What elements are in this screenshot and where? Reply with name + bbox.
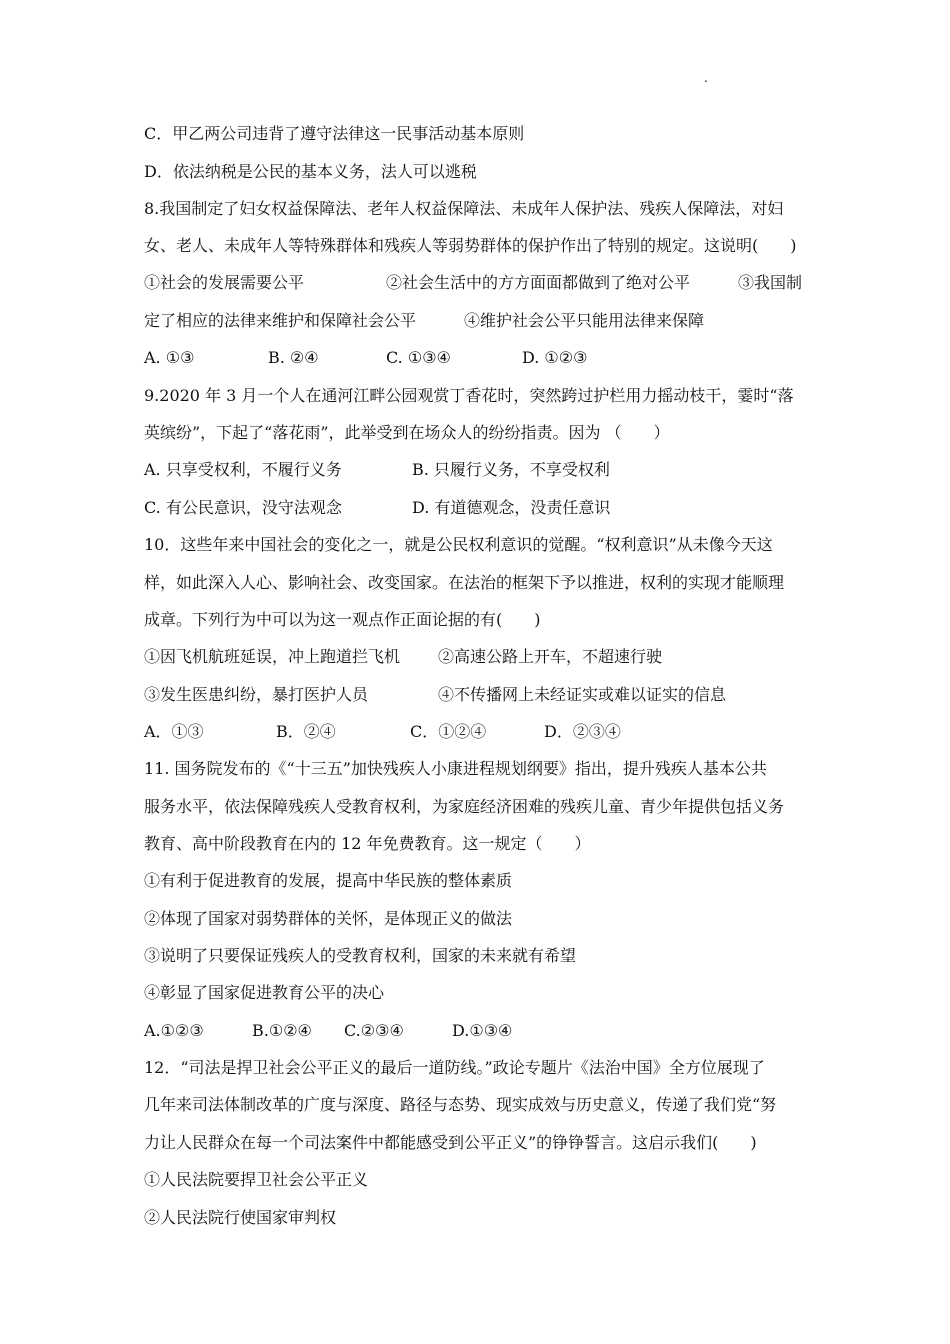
q10-option-b: B．②④ xyxy=(276,722,336,741)
q10-item-1: ①因飞机航班延误，冲上跑道拦飞机 xyxy=(144,647,401,666)
q9-option-c: C. 有公民意识，没守法观念 xyxy=(144,498,342,517)
q11-item-1: ①有利于促进教育的发展，提高中华民族的整体素质 xyxy=(144,871,513,890)
q12-stem-line-1: 12．“司法是捍卫社会公平正义的最后一道防线。”政论专题片《法治中国》全方位展现了 xyxy=(144,1058,765,1077)
q8-stem-line-2: 女、老人、未成年人等特殊群体和残疾人等弱势群体的保护作出了特别的规定。这说明( ) xyxy=(144,236,797,255)
q10-stem-line-1: 10．这些年来中国社会的变化之一，就是公民权利意识的觉醒。“权利意识”从未像今天这 xyxy=(144,535,773,554)
q9-stem-line-1: 9.2020 年 3 月一个人在通河江畔公园观赏丁香花时，突然跨过护栏用力摇动枝干，霎时“落 xyxy=(144,386,794,405)
q9-option-b: B. 只履行义务，不享受权利 xyxy=(412,460,610,479)
q8-item-3-part-1: ③我国制 xyxy=(738,273,803,292)
q11-option-c: C.②③④ xyxy=(344,1021,404,1040)
q8-option-c: C. ①③④ xyxy=(386,348,451,367)
q11-item-3: ③说明了只要保证残疾人的受教育权利，国家的未来就有希望 xyxy=(144,946,577,965)
q10-item-4: ④不传播网上未经证实或难以证实的信息 xyxy=(438,685,727,704)
q12-stem-line-2: 几年来司法体制改革的广度与深度、路径与态势、现实成效与历史意义，传递了我们党“努 xyxy=(144,1095,777,1114)
q11-option-d: D.①③④ xyxy=(452,1021,513,1040)
q11-item-4: ④彰显了国家促进教育公平的决心 xyxy=(144,983,385,1002)
q7-option-c: C．甲乙两公司违背了遵守法律这一民事活动基本原则 xyxy=(144,124,525,143)
q11-stem-line-1: 11. 国务院发布的《“十三五”加快残疾人小康进程规划纲要》指出，提升残疾人基本公共 xyxy=(144,759,767,778)
q10-item-3: ③发生医患纠纷，暴打医护人员 xyxy=(144,685,369,704)
q8-stem-line-1: 8.我国制定了妇女权益保障法、老年人权益保障法、未成年人保护法、残疾人保障法，对妇 xyxy=(144,199,784,218)
q9-stem-line-2: 英缤纷”，下起了“落花雨”，此举受到在场众人的纷纷指责。因为 （ ） xyxy=(144,423,670,442)
q11-option-a: A.①②③ xyxy=(144,1021,204,1040)
header-mark: . xyxy=(704,71,708,85)
q10-option-c: C．①②④ xyxy=(410,722,487,741)
q10-item-2: ②高速公路上开车，不超速行驶 xyxy=(438,647,663,666)
q8-item-2: ②社会生活中的方方面面都做到了绝对公平 xyxy=(386,273,691,292)
q8-option-a: A. ①③ xyxy=(144,348,195,367)
q8-item-3-part-2: 定了相应的法律来维护和保障社会公平 xyxy=(144,311,417,330)
q8-item-1: ①社会的发展需要公平 xyxy=(144,273,305,292)
q8-option-b: B. ②④ xyxy=(268,348,319,367)
q11-option-b: B.①②④ xyxy=(252,1021,312,1040)
q9-option-a: A. 只享受权利，不履行义务 xyxy=(144,460,342,479)
q11-item-2: ②体现了国家对弱势群体的关怀，是体现正义的做法 xyxy=(144,909,513,928)
q8-item-4: ④维护社会公平只能用法律来保障 xyxy=(464,311,705,330)
q11-stem-line-3: 教育、高中阶段教育在内的 12 年免费教育。这一规定（ ） xyxy=(144,834,591,853)
q9-option-d: D. 有道德观念，没责任意识 xyxy=(412,498,611,517)
q8-option-d: D. ①②③ xyxy=(522,348,588,367)
q10-option-a: A．①③ xyxy=(144,722,204,741)
q12-item-1: ①人民法院要捍卫社会公平正义 xyxy=(144,1170,369,1189)
q10-stem-line-3: 成章。下列行为中可以为这一观点作正面论据的有( ) xyxy=(144,610,541,629)
q11-stem-line-2: 服务水平，依法保障残疾人受教育权利，为家庭经济困难的残疾儿童、青少年提供包括义务 xyxy=(144,797,785,816)
q7-option-d: D．依法纳税是公民的基本义务，法人可以逃税 xyxy=(144,162,477,181)
q12-stem-line-3: 力让人民群众在每一个司法案件中都能感受到公平正义”的铮铮誓言。这启示我们( ) xyxy=(144,1133,757,1152)
q10-option-d: D．②③④ xyxy=(544,722,621,741)
q12-item-2: ②人民法院行使国家审判权 xyxy=(144,1208,337,1227)
q10-stem-line-2: 样，如此深入人心、影响社会、改变国家。在法治的框架下予以推进，权利的实现才能顺理 xyxy=(144,573,785,592)
